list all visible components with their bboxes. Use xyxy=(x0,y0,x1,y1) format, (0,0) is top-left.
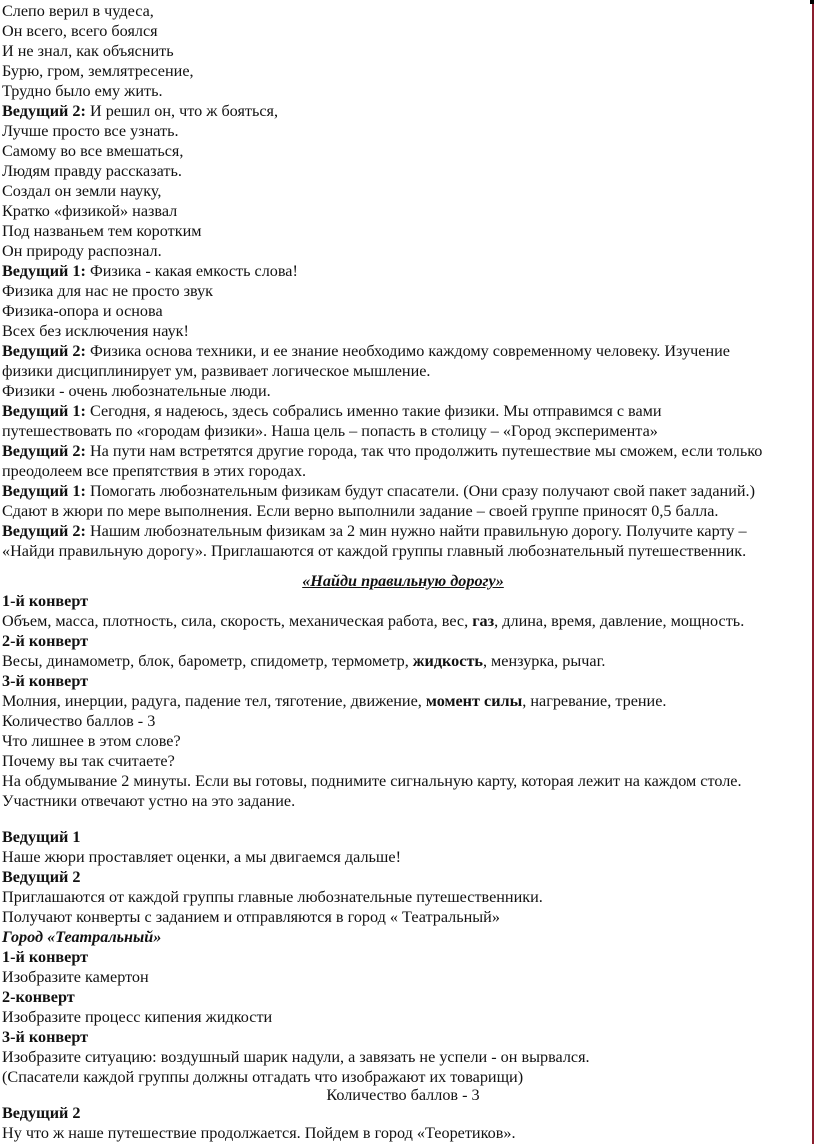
text-line xyxy=(2,162,808,182)
envelope-content: Весы, динамометр, блок, барометр, спидометр, термометр, жидкость, мензурка, рычаг. xyxy=(2,652,606,670)
speaker-heading: Ведущий 2 xyxy=(2,868,81,886)
line-text: Создал он земли науку, xyxy=(2,182,162,200)
envelope-content: Объем, масса, плотность, сила, скорость, механическая работа, вес, газ, длина, время, давление, мощность. xyxy=(2,612,745,630)
text-line xyxy=(2,122,808,142)
text-line xyxy=(2,2,808,22)
line-text: Под названьем тем коротким xyxy=(2,222,202,240)
text-line xyxy=(2,422,808,442)
speaker-label: Ведущий 1: xyxy=(2,482,86,500)
speaker-line xyxy=(2,442,808,462)
corner-mark xyxy=(810,0,814,4)
text-line xyxy=(2,82,808,102)
line-text: Он природу распознал. xyxy=(2,242,162,260)
text-line xyxy=(2,242,808,262)
line-text: преодолеем все препятствия в этих городах. xyxy=(2,462,307,480)
speaker-text: Наше жюри проставляет оценки, а мы двигаемся дальше! xyxy=(2,848,401,866)
question-line: Почему вы так считаете? xyxy=(2,752,175,770)
line-text: Всех без исключения наук! xyxy=(2,322,189,340)
line-text: Кратко «физикой» назвал xyxy=(2,202,178,220)
text-line xyxy=(2,302,808,322)
line-text: физики дисциплинирует ум, развивает логическое мышление. xyxy=(2,362,431,380)
line-text: Физика-опора и основа xyxy=(2,302,163,320)
line-text: Физика основа техники, и ее знание необходимо каждому современному человеку. Изучение xyxy=(85,342,730,360)
speaker-label: Ведущий 1: xyxy=(2,262,86,280)
line-text: Он всего, всего боялся xyxy=(2,22,158,40)
line-text: «Найди правильную дорогу». Приглашаются от каждой группы главный любознательный путешественник. xyxy=(2,542,747,560)
line-text: На пути нам встретятся другие города, так что продолжить путешествие мы сможем, если только xyxy=(85,442,763,460)
line-text: Физика - какая емкость слова! xyxy=(85,262,298,280)
speaker-text: Приглашаются от каждой группы главные любознательные путешественники. xyxy=(2,888,543,906)
line-text: путешествовать по «городам физики». Наша цель – попасть в столицу – «Город эксперимента» xyxy=(2,422,658,440)
note-line: (Спасатели каждой группы должны отгадать что изображают их товарищи) xyxy=(2,1068,524,1086)
line-text: Помогать любознательным физикам будут спасатели. (Они сразу получают свой пакет заданий.) xyxy=(85,482,755,500)
speaker-line xyxy=(2,342,808,362)
text-line xyxy=(2,142,808,162)
page-edge-rule xyxy=(812,0,814,1144)
speaker-label: Ведущий 2: xyxy=(2,102,86,120)
section-title: «Найди правильную дорогу» xyxy=(302,572,504,590)
envelope-heading: 1-й конверт xyxy=(2,592,89,610)
speaker-line xyxy=(2,262,808,282)
line-text: Лучше просто все узнать. xyxy=(2,122,179,140)
question-line: Что лишнее в этом слове? xyxy=(2,732,181,750)
envelope-content: Изобразите ситуацию: воздушный шарик надули, а завязать не успели - он вырвался. xyxy=(2,1048,590,1066)
speaker-label: Ведущий 1: xyxy=(2,402,86,420)
envelope-content: Изобразите камертон xyxy=(2,968,149,986)
line-text: Физика для нас не просто звук xyxy=(2,282,214,300)
speaker-heading: Ведущий 2 xyxy=(2,1104,81,1122)
line-text: Слепо верил в чудеса, xyxy=(2,2,154,20)
line-text: И решил он, что ж бояться, xyxy=(85,102,279,120)
envelope-heading: 2-й конверт xyxy=(2,632,89,650)
text-line xyxy=(2,202,808,222)
envelope-content: Молния, инерции, радуга, падение тел, тяготение, движение, момент силы, нагревание, трение. xyxy=(2,692,667,710)
speaker-line xyxy=(2,522,808,542)
text-line xyxy=(2,542,808,562)
speaker-label: Ведущий 2: xyxy=(2,342,86,360)
score-line: Количество баллов - 3 xyxy=(326,1086,480,1104)
text-line xyxy=(2,182,808,202)
speaker-line xyxy=(2,102,808,122)
line-text: Самому во все вмешаться, xyxy=(2,142,184,160)
line-text: Сдают в жюри по мере выполнения. Если верно выполнили задание – своей группе приносят 0,5 балла. xyxy=(2,502,719,520)
speaker-label: Ведущий 2: xyxy=(2,522,86,540)
envelope-heading: 2-конверт xyxy=(2,988,75,1006)
envelope-heading: 3-й конверт xyxy=(2,672,89,690)
line-text: Трудно было ему жить. xyxy=(2,82,163,100)
speaker-text: Ну что ж наше путешествие продолжается. Пойдем в город «Теоретиков». xyxy=(2,1124,516,1142)
text-line xyxy=(2,362,808,382)
line-text: Сегодня, я надеюсь, здесь собрались именно такие физики. Мы отправимся с вами xyxy=(85,402,662,420)
text-line xyxy=(2,282,808,302)
city-title: Город «Театральный» xyxy=(2,928,162,946)
instruction-line: Участники отвечают устно на это задание. xyxy=(2,792,296,810)
speaker-line xyxy=(2,402,808,422)
line-text: Людям правду рассказать. xyxy=(2,162,182,180)
text-line xyxy=(2,222,808,242)
envelope-heading: 3-й конверт xyxy=(2,1028,89,1046)
line-text: Нашим любознательным физикам за 2 мин нужно найти правильную дорогу. Получите карту – xyxy=(85,522,747,540)
speaker-line xyxy=(2,482,808,502)
score-line: Количество баллов - 3 xyxy=(2,712,156,730)
line-text: И не знал, как объяснить xyxy=(2,42,174,60)
line-text: Физики - очень любознательные люди. xyxy=(2,382,271,400)
text-line xyxy=(2,382,808,402)
text-line xyxy=(2,42,808,62)
text-line xyxy=(2,502,808,522)
text-line xyxy=(2,322,808,342)
speaker-heading: Ведущий 1 xyxy=(2,828,81,846)
line-text: Бурю, гром, землятресение, xyxy=(2,62,194,80)
speaker-text: Получают конверты с заданием и отправляются в город « Театральный» xyxy=(2,908,500,926)
envelope-heading: 1-й конверт xyxy=(2,948,89,966)
text-line xyxy=(2,22,808,42)
speaker-label: Ведущий 2: xyxy=(2,442,86,460)
envelope-content: Изобразите процесс кипения жидкости xyxy=(2,1008,273,1026)
instruction-line: На обдумывание 2 минуты. Если вы готовы, поднимите сигнальную карту, которая лежит на каждом столе. xyxy=(2,772,742,790)
text-line xyxy=(2,462,808,482)
text-line xyxy=(2,62,808,82)
